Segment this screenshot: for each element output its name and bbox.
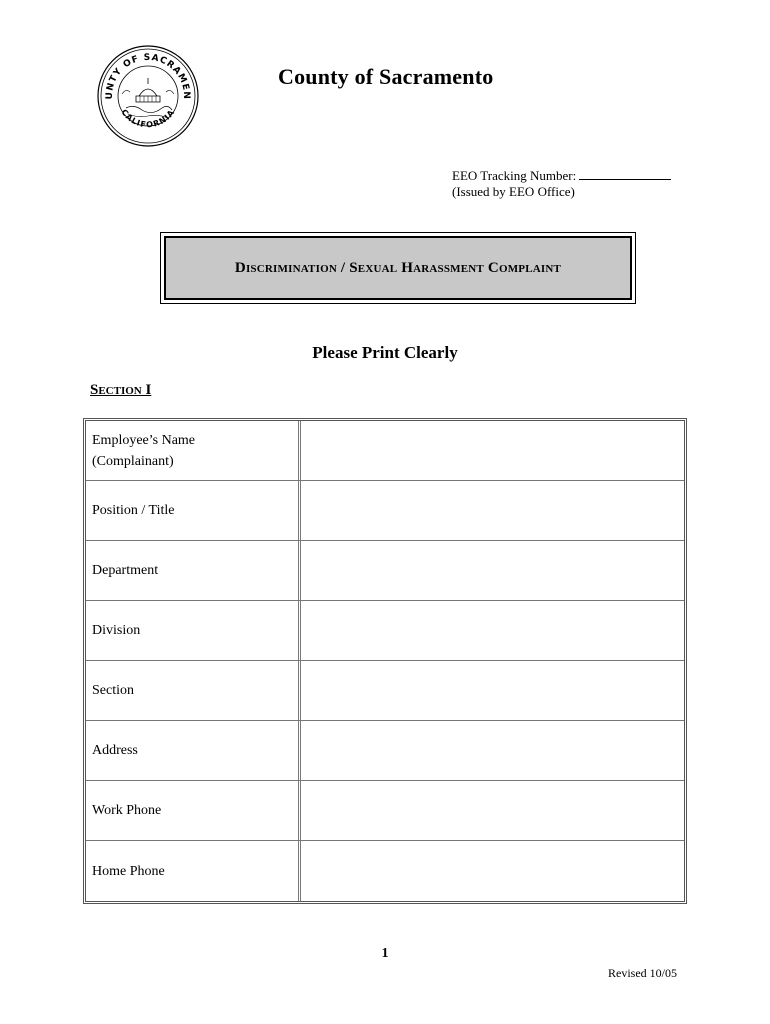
- svg-text:CALIFORNIA: [119, 108, 176, 130]
- table-row: [86, 721, 684, 781]
- tracking-number-label: EEO Tracking Number:: [452, 168, 577, 183]
- department-label: Department: [86, 541, 301, 600]
- tracking-number-field[interactable]: [579, 168, 671, 180]
- table-row: [86, 541, 684, 601]
- home-phone-field[interactable]: [301, 841, 684, 901]
- table-row: [86, 481, 684, 541]
- page-title: County of Sacramento: [278, 64, 494, 89]
- instructions-heading: Please Print Clearly: [312, 343, 458, 362]
- address-field[interactable]: [301, 721, 684, 780]
- position-title-label: Position / Title: [86, 481, 301, 540]
- complainant-info-table: [83, 418, 687, 904]
- form-title-banner: [160, 232, 636, 304]
- employee-name-label: Employee’s Name (Complainant): [86, 421, 301, 480]
- seal-text-bottom: CALIFORNIA: [119, 107, 177, 130]
- form-title: Discrimination / Sexual Harassment Complaint: [234, 259, 562, 276]
- department-field[interactable]: [301, 541, 684, 600]
- address-label: Address: [86, 721, 301, 780]
- revision-date: Revised 10/05: [608, 966, 677, 980]
- table-row: [86, 841, 684, 901]
- division-label: Division: [86, 601, 301, 660]
- table-row: [86, 421, 684, 481]
- division-field[interactable]: [301, 601, 684, 660]
- tracking-number-note: (Issued by EEO Office): [452, 184, 575, 199]
- home-phone-label: Home Phone: [86, 841, 301, 901]
- svg-text:COUNTY OF SACRAMENTO: [96, 44, 191, 100]
- table-row: [86, 781, 684, 841]
- table-row: [86, 661, 684, 721]
- work-phone-field[interactable]: [301, 781, 684, 840]
- section-field[interactable]: [301, 661, 684, 720]
- employee-name-field[interactable]: [301, 421, 684, 480]
- county-seal-icon: [96, 44, 200, 148]
- work-phone-label: Work Phone: [86, 781, 301, 840]
- table-row: [86, 601, 684, 661]
- tracking-number-block: [452, 168, 671, 200]
- section-heading: Section I: [90, 382, 152, 398]
- seal-text-top: UNTY OF SACRAMEN: [104, 52, 192, 100]
- section-label: Section: [86, 661, 301, 720]
- position-title-field[interactable]: [301, 481, 684, 540]
- page-number: 1: [381, 946, 389, 961]
